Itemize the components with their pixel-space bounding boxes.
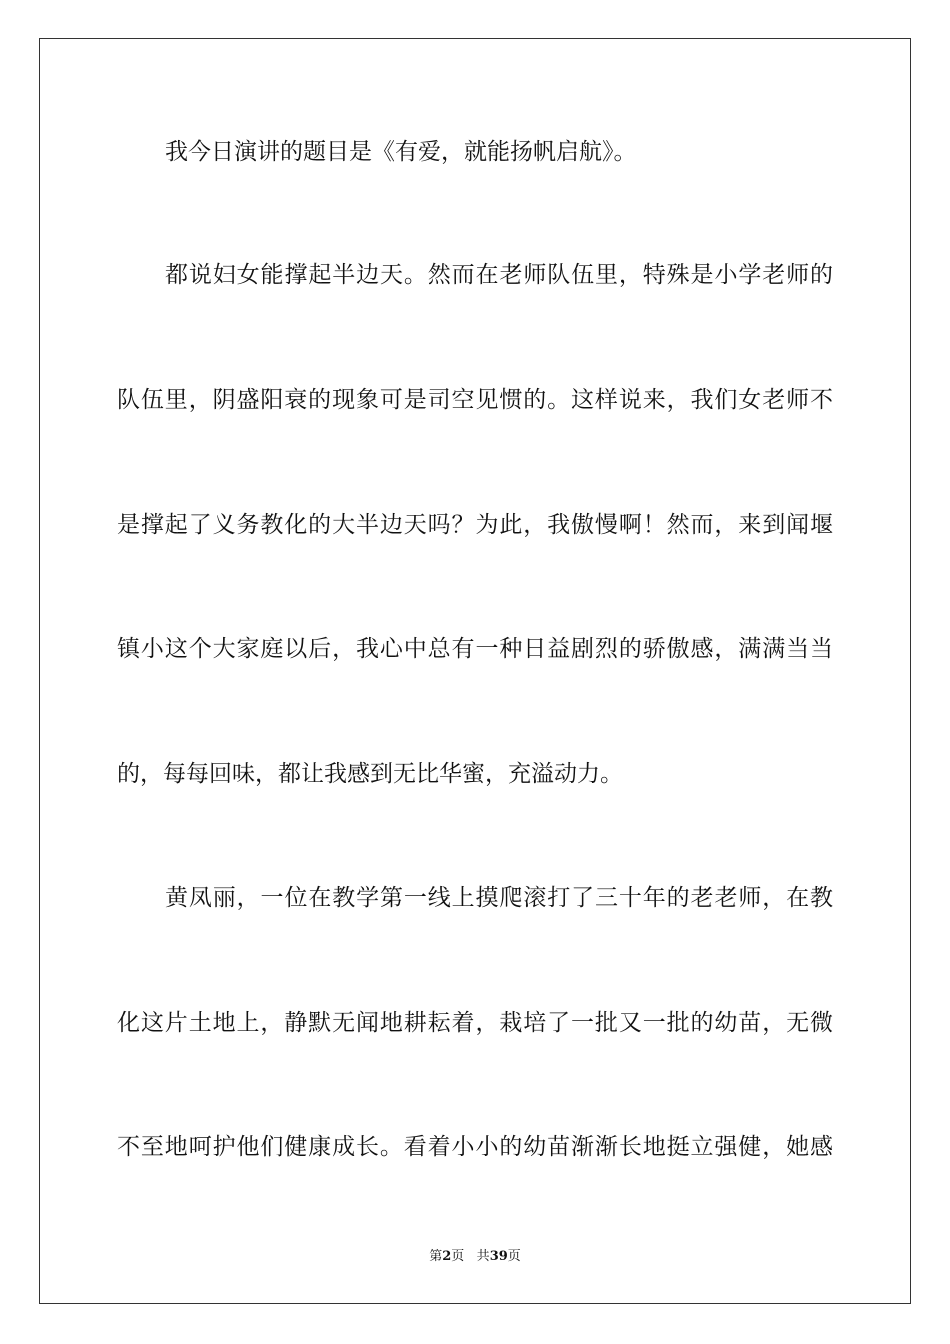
page-footer <box>0 1248 950 1266</box>
page-number: 2 <box>442 1249 452 1264</box>
page-prefix: 第 <box>429 1249 443 1264</box>
paragraph-line: 我今日演讲的题目是《有爱，就能扬帆启航》。 <box>165 139 637 165</box>
paragraph-line: 队伍里，阴盛阳衰的现象可是司空见惯的。这样说来，我们女老师不 <box>117 387 833 413</box>
page-suffix: 页 <box>451 1249 465 1264</box>
paragraph-line: 镇小这个大家庭以后，我心中总有一种日益剧烈的骄傲感，满满当当 <box>117 636 833 662</box>
paragraph-line: 都说妇女能撑起半边天。然而在老师队伍里，特殊是小学老师的 <box>165 262 833 288</box>
total-prefix: 共 <box>476 1249 490 1264</box>
total-suffix: 页 <box>507 1249 521 1264</box>
paragraph-line: 的，每每回味，都让我感到无比华蜜，充溢动力。 <box>117 761 623 787</box>
page-border <box>39 38 911 1304</box>
paragraph-line: 黄凤丽，一位在教学第一线上摸爬滚打了三十年的老老师，在教 <box>165 885 833 911</box>
paragraph-line: 不至地呵护他们健康成长。看着小小的幼苗渐渐长地挺立强健，她感 <box>117 1134 833 1160</box>
paragraph-line: 化这片土地上，静默无闻地耕耘着，栽培了一批又一批的幼苗，无微 <box>117 1010 833 1036</box>
total-pages: 39 <box>489 1249 508 1264</box>
paragraph-line: 是撑起了义务教化的大半边天吗？为此，我傲慢啊！然而，来到闻堰 <box>117 512 833 538</box>
